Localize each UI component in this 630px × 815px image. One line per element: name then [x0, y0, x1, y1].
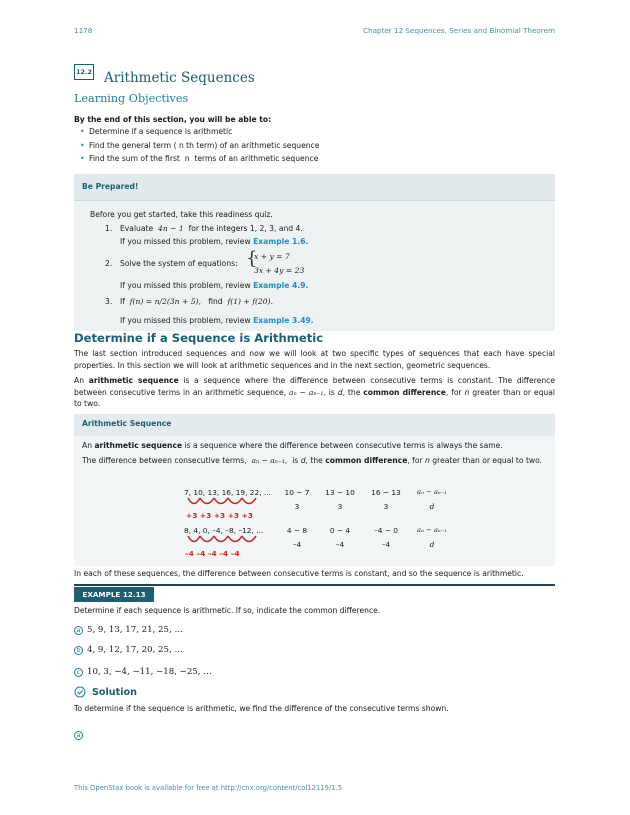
section-heading: Determine if a Sequence is Arithmetic [74, 331, 324, 345]
section-title: Arithmetic Sequences [104, 70, 255, 86]
q3-review: If you missed this problem, review Example 3.49. [120, 316, 314, 325]
learning-objectives-title: Learning Objectives [74, 92, 189, 105]
diff-cell: 16 − 13 [371, 488, 401, 497]
example-tag: EXAMPLE 12.13 [74, 587, 154, 602]
example-part-b: b 4, 9, 12, 17, 20, 25, … [74, 645, 183, 655]
chapter-header: Chapter 12 Sequences, Series and Binomial Theorem [363, 26, 555, 35]
q2-review: If you missed this problem, review Example 4.9. [120, 281, 309, 290]
diff-cell: –4 − 0 [374, 526, 398, 535]
difference-arcs-1 [184, 496, 274, 510]
diff-cell: –4 [381, 540, 391, 549]
check-circle-icon [74, 686, 86, 698]
differences-1: +3 +3 +3 +3 +3 [186, 511, 253, 520]
diff-cell: d [429, 540, 435, 549]
be-prepared-header [74, 174, 555, 201]
diff-cell: 4 − 8 [286, 526, 308, 535]
example-link[interactable]: Example 1.6. [253, 237, 309, 246]
example-link[interactable]: Example 4.9. [253, 281, 309, 290]
objective-item: • Find the general term ( n th term) of an arithmetic sequence [80, 141, 319, 155]
objective-item: • Find the sum of the first n terms of an arithmetic sequence [80, 154, 319, 168]
q3-number: 3. [105, 297, 113, 306]
diff-cell: 10 − 7 [284, 488, 310, 497]
q1-text: Evaluate 4n − 1 for the integers 1, 2, 3, and 4. [120, 224, 303, 233]
part-label: a [74, 731, 83, 740]
intro-paragraph: The last section introduced sequences and now we will look at two specific types of sequences that each have special properties. In this section we will look at arithmetic sequences and in the next section, geometric sequences. [74, 349, 555, 370]
q3-text: If f(n) = n/2(3n + 5), find f(1) + f(20). [120, 297, 274, 306]
solution-heading: Solution [74, 686, 137, 698]
q2-number: 2. [105, 259, 113, 268]
objectives-list [80, 127, 319, 168]
q2-eq2: 3x + 4y = 23 [254, 266, 305, 275]
section-number-box: 12.2 [74, 64, 94, 80]
part-label: c [74, 668, 83, 677]
objectives-intro: By the end of this section, you will be able to: [74, 115, 272, 124]
diff-cell: –4 [292, 540, 302, 549]
sequence-2: 8, 4, 0, –4, –8, –12, ... [184, 526, 264, 535]
q1-review: If you missed this problem, review Example 1.6. [120, 237, 309, 246]
diff-cell: d [429, 502, 435, 511]
example-link[interactable]: Example 3.49. [253, 316, 314, 325]
diff-cell: 13 − 10 [325, 488, 355, 497]
diff-cell: –4 [335, 540, 345, 549]
example-prompt: Determine if each sequence is arithmetic. If so, indicate the common difference. [74, 606, 381, 615]
q2-text: Solve the system of equations: [120, 259, 238, 268]
diff-cell: 3 [383, 502, 389, 511]
solution-text: To determine if the sequence is arithmetic, we find the difference of the consecutive terms shown. [74, 704, 449, 713]
quiz-intro: Before you get started, take this readiness quiz. [90, 210, 273, 219]
example-part-a: a 5, 9, 13, 17, 21, 25, … [74, 625, 183, 635]
part-label: a [74, 626, 83, 635]
footer-text: This OpenStax book is available for free at http://cnx.org/content/col12119/1.5 [74, 784, 343, 792]
sequence-1: 7, 10, 13, 16, 19, 22, ... [184, 488, 271, 497]
part-label: b [74, 646, 83, 655]
diff-cell: 3 [337, 502, 343, 511]
differences-2: –4 –4 –4 –4 –4 [185, 549, 240, 558]
definition-title: Arithmetic Sequence [82, 419, 172, 428]
bullet-icon: • [80, 127, 85, 136]
summary-sentence: In each of these sequences, the difference between consecutive terms is constant, and so the sequence is arithmetic. [74, 569, 524, 578]
difference-arcs-2 [184, 534, 274, 548]
example-part-c: c 10, 3, −4, −11, −18, −25, … [74, 667, 212, 677]
q2-eq1: x + y = 7 [254, 252, 290, 261]
bullet-icon: • [80, 154, 85, 163]
be-prepared-title: Be Prepared! [82, 182, 139, 191]
diff-cell: 3 [294, 502, 300, 511]
solution-part-a [74, 722, 87, 741]
definition-line-2: The difference between consecutive terms, aₙ − aₙ₋₁, is d, the common difference, for n greater than or equal to two. [82, 456, 543, 465]
definition-line-1: An arithmetic sequence is a sequence where the difference between consecutive terms is always the same. [82, 441, 503, 450]
objective-item: • Determine if a sequence is arithmetic [80, 127, 319, 141]
definition-paragraph: An arithmetic sequence is a sequence where the difference between consecutive terms is constant. The difference between consecutive terms in an arithmetic sequence, aₙ − aₙ₋₁, is d, the common difference, for n greater than or equal to two. [74, 376, 555, 409]
diff-cell: 0 − 4 [329, 526, 351, 535]
bullet-icon: • [80, 140, 85, 150]
page-number: 1178 [74, 26, 93, 35]
brace-icon: { [246, 248, 258, 269]
q1-number: 1. [105, 224, 113, 233]
diff-cell: aₙ − aₙ₋₁ [417, 526, 447, 534]
example-rule [74, 584, 555, 586]
diff-cell: aₙ − aₙ₋₁ [417, 488, 447, 496]
